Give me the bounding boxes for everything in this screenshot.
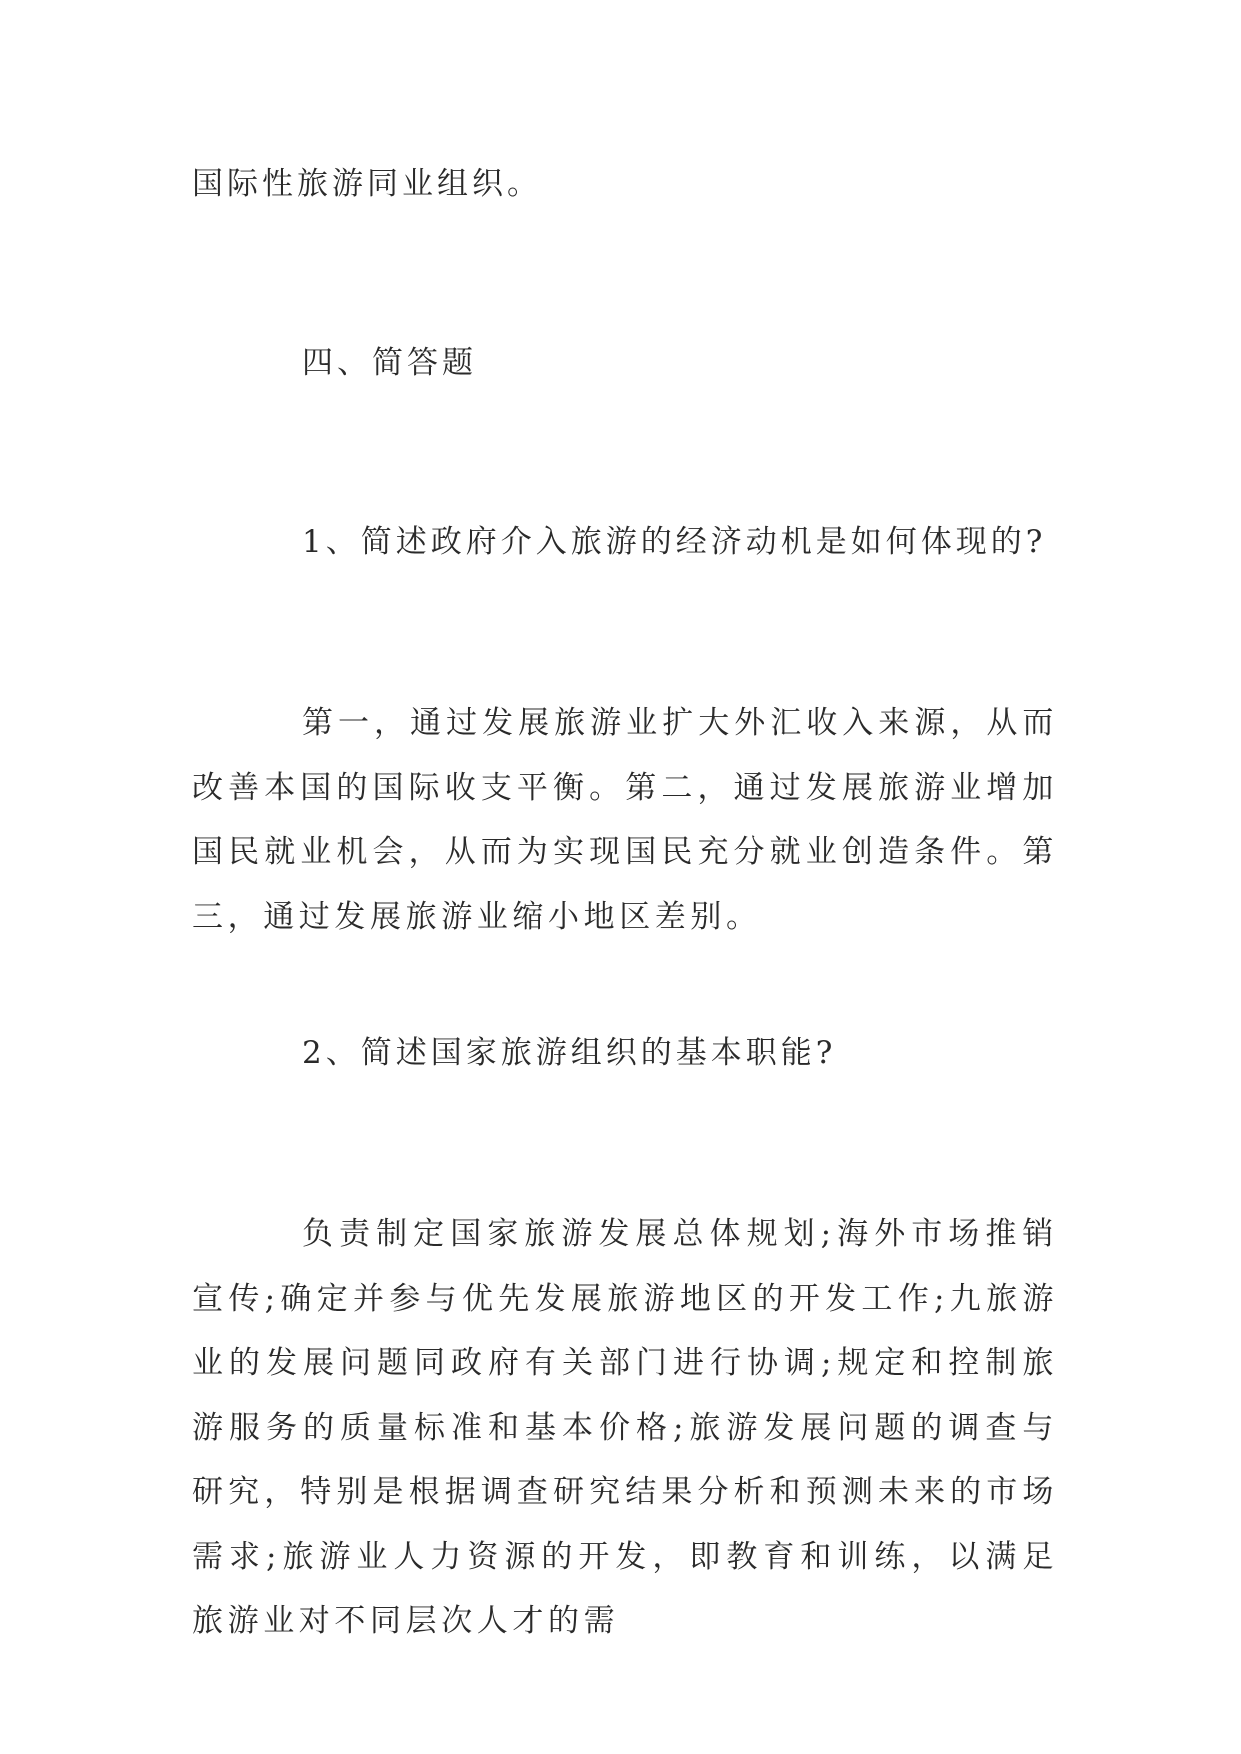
- question-1: 1、简述政府介入旅游的经济动机是如何体现的?: [302, 524, 1047, 560]
- answer-2: 负责制定国家旅游发展总体规划;海外市场推销宣传;确定并参与优先发展旅游地区的开发工作;九旅游业的发展问题同政府有关部门进行协调;规定和控制旅游服务的质量标准和基本价格;旅游发展问题的调查与研究，特别是根据调查研究结果分析和预测未来的市场需求;旅游业人力资源的开发，即教育和训练，以满足旅游业对不同层次人才的需: [192, 1216, 1058, 1639]
- section-heading: 四、简答题: [302, 345, 477, 381]
- answer-1: 第一，通过发展旅游业扩大外汇收入来源，从而改善本国的国际收支平衡。第二，通过发展旅游业增加国民就业机会，从而为实现国民充分就业创造条件。第三，通过发展旅游业缩小地区差别。: [192, 705, 1058, 935]
- continuation-line: 国际性旅游同业组织。: [192, 166, 542, 202]
- question-2: 2、简述国家旅游组织的基本职能?: [302, 1035, 837, 1071]
